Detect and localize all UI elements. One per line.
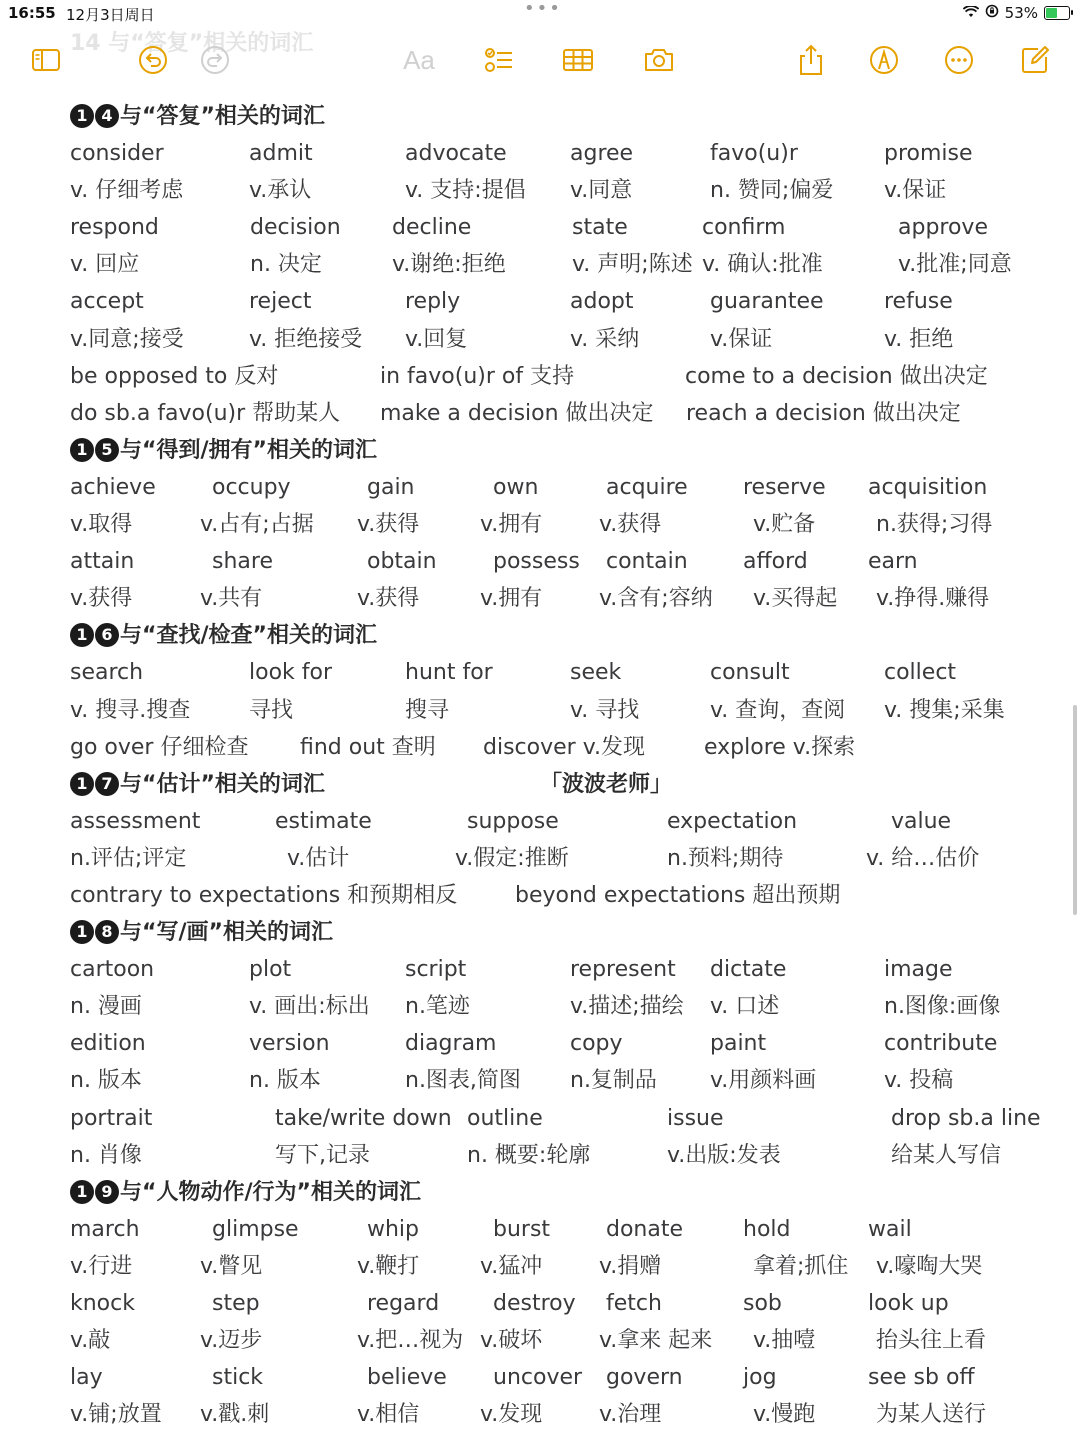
vocab-cell: v. 仔细考虑 [70, 178, 184, 204]
vocab-cell: value [891, 808, 952, 834]
vocab-row [70, 951, 1060, 988]
vocab-cell: reach a decision 做出决定 [686, 400, 961, 426]
vocab-cell: v.出版:发表 [667, 1142, 781, 1168]
vocab-cell: regard [367, 1291, 440, 1316]
section-title: 与“写/画”相关的词汇 [120, 920, 333, 946]
vocab-row [70, 877, 1060, 914]
vocab-cell: collect [884, 660, 957, 686]
vocab-row [70, 283, 1060, 320]
vocab-cell: whip [367, 1216, 420, 1242]
section-heading [70, 98, 1060, 135]
vocab-row [70, 172, 1060, 209]
section-title: 与“得到/拥有”相关的词汇 [120, 437, 377, 463]
vocab-cell: v.同意;接受 [70, 326, 184, 352]
format-text-button[interactable] [397, 40, 441, 80]
vocab-row [70, 1100, 1060, 1137]
vocab-cell: v.获得 [599, 512, 662, 538]
vocab-cell: glimpse [212, 1216, 299, 1242]
vocab-cell: v.把…视为 [357, 1328, 464, 1354]
redo-icon[interactable] [193, 40, 237, 80]
vocab-cell: 搜寻 [405, 697, 450, 723]
vocab-cell: v.含有;容纳 [599, 586, 713, 612]
vocab-cell: v. 投稿 [884, 1068, 954, 1094]
vocab-cell: 寻找 [249, 697, 294, 723]
scroll-indicator[interactable] [1073, 705, 1077, 915]
vocab-cell: v. 给…估价 [866, 845, 980, 871]
vocab-cell: v.贮备 [753, 512, 816, 538]
vocab-cell: guarantee [710, 289, 824, 315]
vocab-cell: decline [392, 215, 472, 241]
vocab-cell: make a decision 做出决定 [380, 400, 654, 426]
vocab-cell: beyond expectations 超出预期 [515, 882, 841, 908]
vocab-cell: lay [70, 1365, 103, 1391]
section-title: 与“答复”相关的词汇 [120, 104, 325, 129]
vocab-cell: reserve [743, 474, 826, 500]
vocab-cell: v.嚎啕大哭 [876, 1253, 983, 1279]
vocab-cell: v.占有;占据 [200, 512, 314, 538]
vocab-cell: dictate [710, 957, 787, 983]
vocab-cell: v. 寻找 [570, 697, 640, 723]
section-number-badge: 4 [95, 104, 119, 128]
vocab-row [70, 135, 1060, 172]
vocab-row [70, 840, 1060, 877]
vocab-cell: n. 漫画 [70, 994, 142, 1020]
vocab-cell: find out 查明 [300, 734, 436, 760]
vocab-cell: v.同意 [570, 178, 633, 204]
vocab-cell: v.取得 [70, 512, 133, 538]
vocab-cell: v.估计 [287, 845, 350, 871]
vocab-cell: adopt [570, 289, 634, 315]
vocab-cell: v.拿来 起来 [599, 1328, 713, 1354]
checklist-icon[interactable] [476, 40, 520, 80]
vocab-cell: n. 概要:轮廓 [467, 1142, 591, 1168]
vocab-cell: n. 版本 [249, 1068, 321, 1094]
vocab-cell: v.鞭打 [357, 1253, 420, 1279]
vocab-cell: diagram [405, 1031, 497, 1057]
vocab-cell: achieve [70, 474, 156, 500]
vocab-cell: n. 赞同;偏爱 [710, 178, 834, 204]
vocab-cell: drop sb.a line [891, 1105, 1041, 1131]
vocab-cell: donate [606, 1216, 684, 1242]
watermark-note: 「波波老师」 [540, 771, 673, 797]
vocab-cell: search [70, 660, 144, 686]
vocab-cell: n.获得;习得 [876, 512, 993, 538]
vocab-row [70, 469, 1060, 506]
vocab-cell: in favo(u)r of 支持 [380, 363, 575, 389]
vocab-cell: acquisition [868, 474, 988, 500]
vocab-cell: contribute [884, 1031, 998, 1057]
vocab-cell: v.相信 [357, 1402, 420, 1428]
vocab-cell: step [212, 1291, 260, 1316]
vocab-cell: seek [570, 660, 622, 686]
section-title: 与“查找/检查”相关的词汇 [120, 623, 377, 649]
vocab-row [70, 358, 1060, 395]
vocab-cell: explore v.探索 [704, 734, 856, 760]
vocab-cell: admit [249, 141, 313, 167]
vocab-cell: stick [212, 1365, 264, 1391]
section-title: 与“人物动作/行为”相关的词汇 [120, 1179, 421, 1205]
section-number-badge: 9 [95, 1180, 119, 1204]
vocab-row [70, 803, 1060, 840]
vocab-cell: v. 拒绝 [884, 326, 954, 352]
vocab-cell: v.破坏 [480, 1328, 543, 1354]
vocab-row [70, 1322, 1060, 1359]
vocab-cell: n.图像:画像 [884, 994, 1001, 1020]
vocab-cell: v.慢跑 [753, 1402, 816, 1428]
vocab-row [70, 321, 1060, 358]
vocab-cell: n. 版本 [70, 1068, 142, 1094]
vocab-row [70, 1396, 1060, 1433]
vocab-cell: n. 决定 [250, 252, 322, 278]
vocab-cell: edition [70, 1031, 146, 1057]
vocab-row [70, 580, 1060, 617]
vocab-cell: v.猛冲 [480, 1253, 543, 1279]
vocab-cell: v. 搜寻.搜查 [70, 697, 191, 723]
section-number-badge: 8 [95, 920, 119, 944]
vocab-cell: v.戳.刺 [200, 1402, 270, 1428]
vocab-cell: outline [467, 1105, 543, 1131]
vocab-cell: look for [249, 660, 333, 686]
vocab-row [70, 692, 1060, 729]
vocab-row [70, 988, 1060, 1025]
section-heading [70, 914, 1060, 951]
vocab-cell: issue [667, 1105, 724, 1131]
vocab-cell: hold [743, 1216, 791, 1242]
vocab-cell: v.拥有 [480, 512, 543, 538]
section-number-badge: 1 [70, 772, 94, 796]
vocab-cell: v.保证 [884, 178, 947, 204]
vocab-cell: n. 肖像 [70, 1142, 142, 1168]
vocab-row [70, 1025, 1060, 1062]
vocab-cell: knock [70, 1291, 135, 1316]
vocab-cell: 为某人送行 [876, 1402, 987, 1428]
status-right [963, 4, 1070, 22]
vocab-row [70, 1062, 1060, 1099]
vocab-cell: promise [884, 141, 973, 167]
vocab-cell: v. 口述 [710, 994, 780, 1020]
vocab-cell: 写下,记录 [275, 1142, 370, 1168]
battery-percent: 53% [1004, 4, 1038, 22]
vocab-row [70, 1137, 1060, 1174]
vocab-cell: v.谢绝:拒绝 [392, 252, 506, 278]
vocab-cell: image [884, 957, 953, 983]
section-heading [70, 1174, 1060, 1211]
vocab-cell: decision [250, 215, 341, 241]
vocab-cell: v.假定:推断 [455, 845, 569, 871]
vocab-cell: v.获得 [357, 512, 420, 538]
vocab-cell: n.图表,简图 [405, 1068, 521, 1094]
vocab-cell: obtain [367, 549, 437, 575]
vocab-row [70, 1359, 1060, 1396]
section-number-badge: 7 [95, 772, 119, 796]
vocab-cell: take/write down [275, 1105, 452, 1131]
compose-icon[interactable] [1013, 40, 1057, 80]
vocab-cell: share [212, 549, 273, 575]
vocab-cell: v.抽噎 [753, 1328, 816, 1354]
vocab-cell: go over 仔细检查 [70, 734, 249, 760]
vocab-cell: v. 支持:提倡 [405, 178, 526, 204]
vocab-cell: plot [249, 957, 292, 983]
vocab-row [70, 506, 1060, 543]
vocab-cell: do sb.a favo(u)r 帮助某人 [70, 400, 341, 426]
section-number-badge: 1 [70, 920, 94, 944]
vocab-cell: come to a decision 做出决定 [685, 363, 988, 389]
vocab-cell: v.铺;放置 [70, 1402, 162, 1428]
notes-toolbar [0, 40, 1080, 84]
format-aa-label: Aa [403, 44, 435, 75]
vocab-row [70, 1285, 1060, 1322]
vocab-cell: v. 查询，查阅 [710, 697, 846, 723]
vocab-cell: v.挣得.赚得 [876, 586, 990, 612]
vocab-cell: represent [570, 957, 676, 983]
vocab-cell: gain [367, 474, 415, 500]
vocab-cell: destroy [493, 1291, 576, 1316]
ghost-heading: 14 与“答复”相关的词汇 [70, 31, 314, 56]
vocab-cell: jog [743, 1365, 777, 1391]
vocab-cell: own [493, 474, 539, 500]
vocab-row [70, 246, 1060, 283]
vocab-cell: look up [868, 1291, 949, 1316]
vocab-cell: believe [367, 1365, 447, 1391]
wifi-icon [963, 4, 979, 22]
vocab-cell: v.批准;同意 [898, 252, 1012, 278]
vocab-row [70, 1248, 1060, 1285]
vocab-cell: see sb off [868, 1365, 975, 1391]
vocab-cell: v.描述;描绘 [570, 994, 684, 1020]
vocab-cell: v.发现 [480, 1402, 543, 1428]
vocab-cell: fetch [606, 1291, 662, 1316]
vocab-cell: v. 确认:批准 [702, 252, 823, 278]
vocab-cell: v. 拒绝接受 [249, 326, 363, 352]
vocab-cell: estimate [275, 808, 372, 834]
vocab-cell: approve [898, 215, 988, 241]
note-body[interactable] [70, 98, 1060, 1433]
vocab-cell: v. 声明;陈述 [572, 252, 693, 278]
vocab-cell: refuse [884, 289, 953, 315]
vocab-cell: v.回复 [405, 326, 468, 352]
vocab-cell: paint [710, 1031, 767, 1057]
vocab-cell: consider [70, 141, 164, 167]
vocab-cell: assessment [70, 808, 201, 834]
section-heading [70, 432, 1060, 469]
vocab-cell: v.获得 [357, 586, 420, 612]
section-number-badge: 1 [70, 1180, 94, 1204]
section-number-badge: 5 [95, 438, 119, 462]
vocab-cell: n.评估;评定 [70, 845, 187, 871]
vocab-cell: cartoon [70, 957, 155, 983]
vocab-cell: v.获得 [70, 586, 133, 612]
vocab-cell: favo(u)r [710, 141, 798, 167]
vocab-row [70, 1211, 1060, 1248]
status-bar [0, 0, 1080, 28]
vocab-row [70, 729, 1060, 766]
table-icon[interactable] [556, 40, 600, 80]
vocab-cell: hunt for [405, 660, 493, 686]
vocab-cell: reply [405, 289, 461, 315]
vocab-cell: wail [868, 1216, 912, 1242]
vocab-cell: suppose [467, 808, 559, 834]
vocab-row [70, 654, 1060, 691]
vocab-row [70, 209, 1060, 246]
vocab-cell: v.拥有 [480, 586, 543, 612]
section-number-badge: 1 [70, 104, 94, 128]
more-icon[interactable] [937, 40, 981, 80]
vocab-cell: v.行进 [70, 1253, 133, 1279]
status-date: 12月3日周日 [66, 6, 155, 24]
vocab-cell: n.预料;期待 [667, 845, 784, 871]
vocab-cell: v.买得起 [753, 586, 838, 612]
vocab-cell: version [249, 1031, 330, 1057]
vocab-cell: copy [570, 1031, 623, 1057]
section-number-badge: 1 [70, 438, 94, 462]
vocab-cell: reject [249, 289, 312, 315]
vocab-cell: acquire [606, 474, 688, 500]
vocab-cell: portrait [70, 1105, 153, 1131]
vocab-cell: v. 采纳 [570, 326, 640, 352]
vocab-cell: v. 搜集;采集 [884, 697, 1005, 723]
sidebar-icon[interactable] [24, 40, 68, 80]
share-icon[interactable] [789, 40, 833, 80]
vocab-cell: v.捐赠 [599, 1253, 662, 1279]
vocab-cell: govern [606, 1365, 683, 1391]
section-number-badge: 1 [70, 623, 94, 647]
vocab-cell: v.瞥见 [200, 1253, 263, 1279]
vocab-cell: march [70, 1216, 140, 1242]
vocab-row [70, 395, 1060, 432]
vocab-cell: v.共有 [200, 586, 263, 612]
vocab-cell: v. 回应 [70, 252, 140, 278]
vocab-cell: be opposed to 反对 [70, 363, 279, 389]
vocab-cell: sob [743, 1291, 782, 1316]
vocab-cell: attain [70, 549, 135, 575]
undo-icon[interactable] [131, 40, 175, 80]
multitasking-dots[interactable]: ••• [524, 0, 562, 19]
section-heading [70, 617, 1060, 654]
vocab-cell: confirm [702, 215, 786, 241]
vocab-cell: v.治理 [599, 1402, 662, 1428]
section-heading [70, 766, 1060, 803]
vocab-cell: advocate [405, 141, 507, 167]
vocab-cell: v. 画出:标出 [249, 994, 370, 1020]
vocab-cell: state [572, 215, 628, 241]
battery-icon [1044, 6, 1070, 20]
vocab-cell: respond [70, 215, 159, 241]
camera-icon[interactable] [637, 40, 681, 80]
vocab-cell: 拿着;抓住 [753, 1253, 849, 1279]
vocab-cell: v.承认 [249, 178, 312, 204]
markup-icon[interactable] [862, 40, 906, 80]
vocab-cell: n.笔迹 [405, 994, 470, 1020]
section-number-badge: 6 [95, 623, 119, 647]
vocab-cell: earn [868, 549, 918, 575]
vocab-row [70, 543, 1060, 580]
vocab-cell: uncover [493, 1365, 583, 1391]
vocab-cell: n.复制品 [570, 1068, 657, 1094]
vocab-cell: expectation [667, 808, 798, 834]
vocab-cell: accept [70, 289, 144, 315]
vocab-cell: discover v.发现 [483, 734, 645, 760]
vocab-cell: v.迈步 [200, 1328, 263, 1354]
vocab-cell: consult [710, 660, 790, 686]
vocab-cell: burst [493, 1216, 551, 1242]
vocab-cell: contrary to expectations 和预期相反 [70, 882, 458, 908]
vocab-cell: possess [493, 549, 580, 575]
vocab-cell: v.敲 [70, 1328, 111, 1354]
vocab-cell: afford [743, 549, 808, 575]
vocab-cell: contain [606, 549, 688, 575]
vocab-cell: 抬头往上看 [876, 1328, 987, 1354]
orientation-lock-icon [985, 4, 999, 22]
section-title: 与“估计”相关的词汇 [120, 771, 325, 797]
vocab-cell: 给某人写信 [891, 1142, 1002, 1168]
status-time: 16:55 [8, 4, 56, 22]
vocab-cell: v.用颜料画 [710, 1068, 817, 1094]
vocab-cell: agree [570, 141, 634, 167]
vocab-cell: occupy [212, 474, 291, 500]
vocab-cell: v.保证 [710, 326, 773, 352]
vocab-cell: script [405, 957, 467, 983]
